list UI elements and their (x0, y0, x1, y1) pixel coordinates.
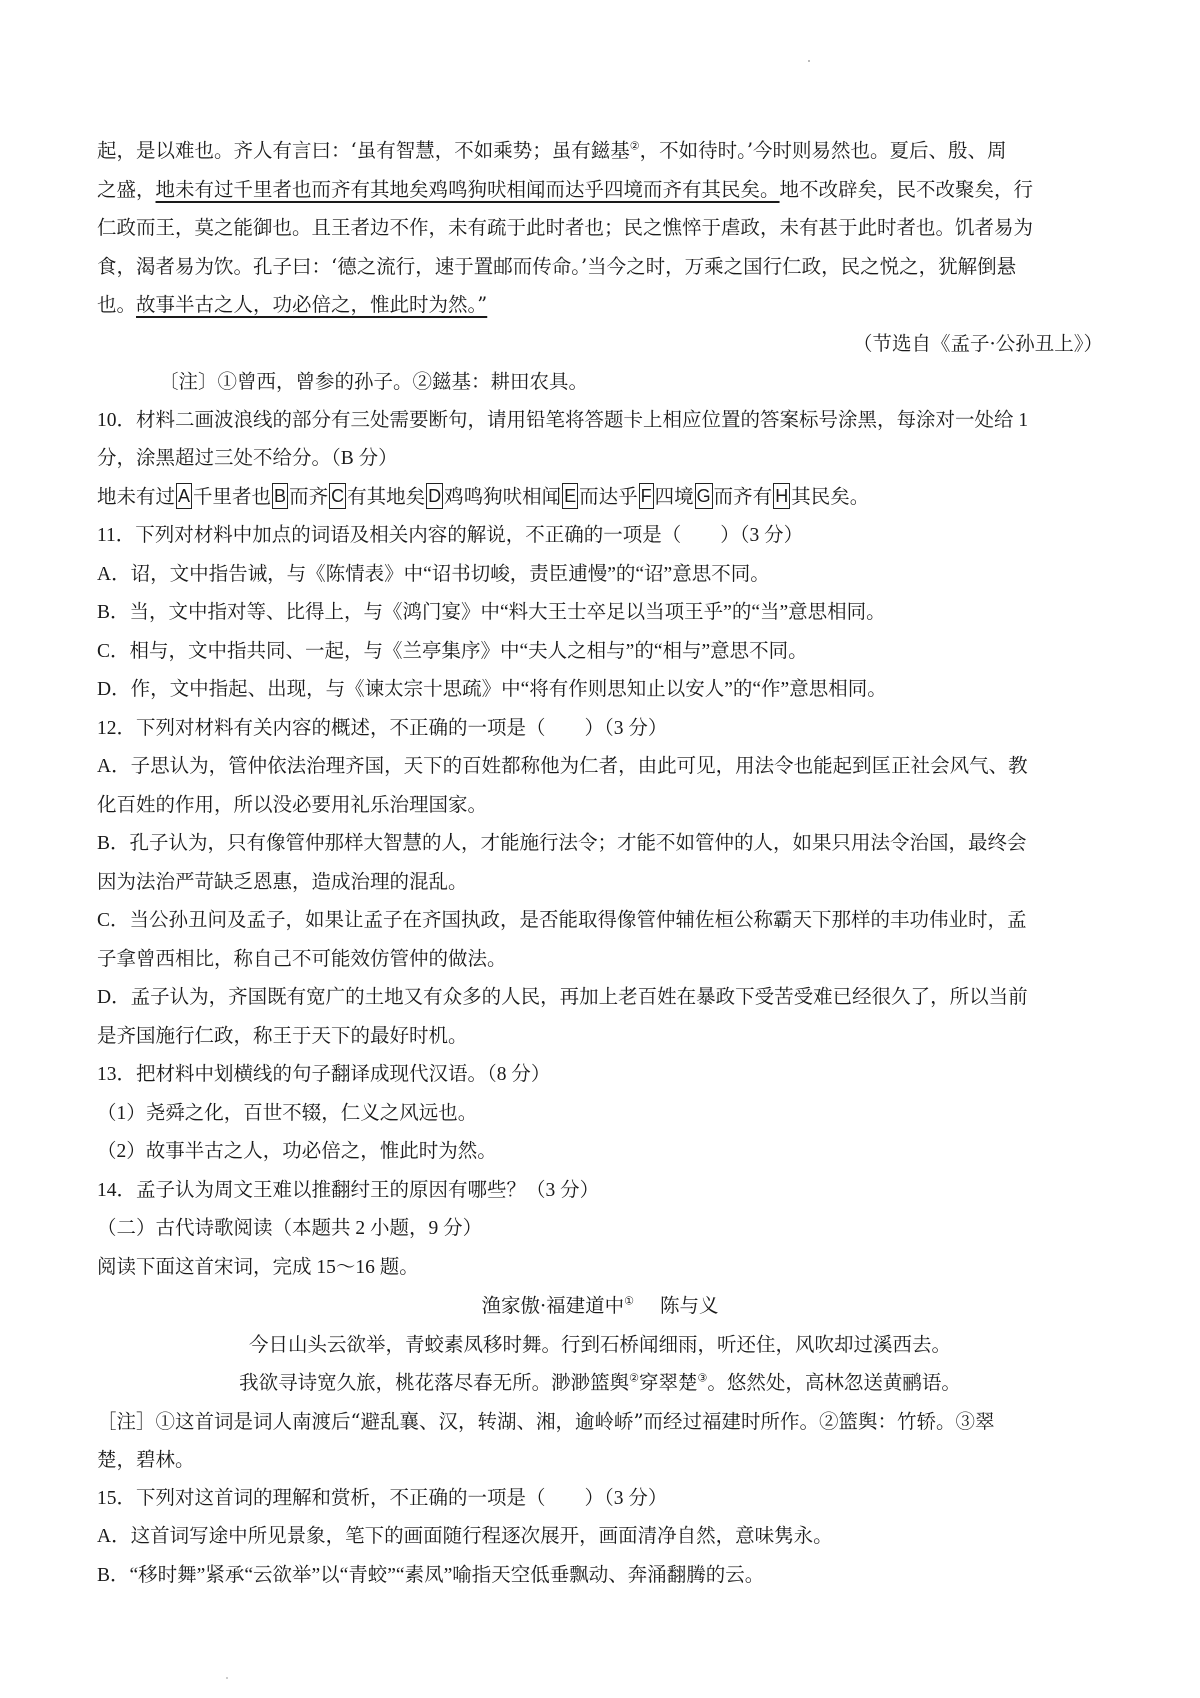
footnote-marker: ② (629, 139, 640, 153)
break-option-a[interactable]: A (176, 483, 192, 509)
passage-line-5 (97, 286, 1103, 325)
section-intro: 阅读下面这首宋词，完成 15～16 题。 (97, 1256, 419, 1278)
q12-option-d: D．孟子认为，齐国既有宽广的土地又有众多的人民，再加上老百姓在暴政下受苦受难已经很久了，所以当前 (97, 987, 1028, 1008)
passage-source: （节选自《孟子·公孙丑上》） (853, 331, 1103, 355)
poem-title (97, 1287, 1103, 1326)
q12-option-a-cont: 化百姓的作用，所以没必要用礼乐治理国家。 (97, 794, 488, 816)
q14-stem: 14．孟子认为周文王难以推翻纣王的原因有哪些？（3 分） (97, 1179, 600, 1201)
break-option-b[interactable]: B (272, 483, 288, 509)
passage-line-4: 食，渴者易为饮。孔子曰：‘德之流行，速于置邮而传命。’当今之时，万乘之国行仁政，民之悦之，犹解倒悬 (97, 254, 1017, 278)
poem-line-2 (97, 1364, 1103, 1403)
passage-text: ，不如待时。’今时则易然也。夏后、殷、周 (639, 139, 1007, 162)
q12-option-b: B．孔子认为，只有像管仲那样大智慧的人，才能施行法令；才能不如管仲的人，如果只用法令治国，最终会 (97, 833, 1027, 854)
passage-text: 地不改辟矣，民不改聚矣，行 (779, 177, 1034, 201)
q11-option-d: D．作，文中指起、出现，与《谏太宗十思疏》中“将有作则思知止以安人”的“作”意思相同。 (97, 679, 887, 700)
poem-text: 我欲寻诗宽久旅，桃花落尽春无所。渺渺篮舆 (239, 1371, 630, 1394)
q12-option-a: A．子思认为，管仲依法治理齐国，天下的百姓都称他为仁者，由此可见，用法令也能起到匡正社会风气、教 (97, 756, 1028, 777)
poem-line-1: 今日山头云欲举，青蛟素凤移时舞。行到石桥闻细雨，听还住，风吹却过溪西去。 (248, 1332, 951, 1356)
segment-text: 而达乎 (579, 486, 638, 508)
poem-text: 穿翠楚 (638, 1371, 698, 1394)
poem-note-1: ［注］①这首词是词人南渡后“避乱襄、汉，转湖、湘，逾岭峤”而经过福建时所作。②篮舆：竹轿。③翠 (97, 1409, 995, 1433)
q10-stem-2: 分，涂黑超过三处不给分。（B 分） (97, 448, 398, 469)
q12-option-c: C．当公孙丑问及孟子，如果让孟子在齐国执政，是否能取得像管仲辅佐桓公称霸天下那样的丰功伟业时，孟 (97, 910, 1027, 931)
passage-line-3: 仁政而王，莫之能御也。且王者边不作，未有疏于此时者也；民之憔悴于虐政，未有甚于此时者也。饥者易为 (97, 216, 1034, 239)
q11-stem: 11．下列对材料中加点的词语及相关内容的解说，不正确的一项是（ ）（3 分） (97, 525, 804, 546)
footnote-marker: ③ (697, 1371, 708, 1385)
q13-sentence-2: （2）故事半古之人，功必倍之，惟此时为然。 (97, 1141, 497, 1162)
segment-text: 其民矣。 (791, 486, 870, 508)
page-content (97, 132, 1103, 1595)
break-option-f[interactable]: F (639, 483, 654, 509)
segment-text: 鸡鸣狗吠相闻 (444, 486, 562, 508)
q12-option-c-cont: 子拿曾西相比，称自己不可能效仿管仲的做法。 (97, 948, 507, 970)
segment-text: 千里者也 (193, 486, 272, 508)
q10-stem-1: 10．材料二画波浪线的部分有三处需要断句，请用铅笔将答题卡上相应位置的答案标号涂黑，每涂对一处给 1 (97, 409, 1029, 431)
scan-speck (226, 1677, 228, 1679)
q12-option-b-cont: 因为法治严苛缺乏恩惠，造成治理的混乱。 (97, 871, 468, 893)
break-option-d[interactable]: D (426, 483, 443, 509)
q15-option-b: B．“移时舞”紧承“云欲举”以“青蛟”“素凤”喻指天空低垂飘动、奔涌翻腾的云。 (97, 1564, 765, 1586)
wavy-line-sentence: 地未有过千里者也而齐有其地矣鸡鸣狗吠相闻而达乎四境而齐有其民矣。 (155, 177, 780, 201)
q11-option-b: B．当，文中指对等、比得上，与《鸿门宴》中“料大王士卒足以当项王乎”的“当”意思相同。 (97, 602, 886, 623)
poem-title-text: 渔家傲·福建道中 (481, 1294, 625, 1317)
segment-text: 四境 (654, 486, 694, 508)
passage-line-2 (97, 171, 1103, 210)
q11-option-c: C．相与，文中指共同、一起，与《兰亭集序》中“夫人之相与”的“相与”意思不同。 (97, 640, 808, 662)
q15-stem: 15．下列对这首词的理解和赏析，不正确的一项是（ ）（3 分） (97, 1487, 668, 1509)
poem-note-2: 楚，碧林。 (97, 1448, 195, 1471)
poem-author: 陈与义 (660, 1294, 719, 1317)
segment-text: 而齐有 (713, 486, 773, 508)
q11-option-a: A．诏，文中指告诫，与《陈情表》中“诏书切峻，责臣逋慢”的“诏”意思不同。 (97, 563, 770, 585)
q13-sentence-1: （1）尧舜之化，百世不辍，仁义之风远也。 (97, 1102, 478, 1124)
break-option-c[interactable]: C (329, 483, 346, 509)
q15-option-a: A．这首词写途中所见景象，笔下的画面随行程逐次展开，画面清净自然，意味隽永。 (97, 1526, 833, 1547)
section-heading: （二）古代诗歌阅读（本题共 2 小题，9 分） (97, 1218, 483, 1239)
passage-text: 起，是以难也。齐人有言曰：‘虽有智慧，不如乘势；虽有鎡基 (97, 139, 630, 162)
q12-option-d-cont: 是齐国施行仁政，称王于天下的最好时机。 (97, 1025, 468, 1047)
break-option-h[interactable]: H (773, 483, 790, 509)
segment-text: 有其地矣 (347, 486, 426, 508)
footnote-marker: ① (624, 1294, 635, 1308)
segment-text: 而齐 (289, 486, 329, 508)
q10-segmented-sentence (97, 479, 1103, 518)
passage-text: 也。 (97, 293, 137, 316)
passage-note: 〔注〕①曾西，曾参的孙子。②鎡基：耕田农具。 (159, 370, 589, 393)
break-option-e[interactable]: E (562, 483, 578, 509)
passage-text: 之盛， (97, 177, 156, 201)
q12-stem: 12．下列对材料有关内容的概述，不正确的一项是（ ）（3 分） (97, 717, 668, 739)
q13-stem: 13．把材料中划横线的句子翻译成现代汉语。（8 分） (97, 1064, 551, 1085)
break-option-g[interactable]: G (695, 483, 713, 509)
passage-line-1 (97, 132, 1103, 171)
underlined-sentence: 故事半古之人，功必倍之，惟此时为然。” (136, 293, 488, 316)
poem-text: 。悠然处，高林忽送黄鹂语。 (707, 1371, 961, 1394)
segment-text: 地未有过 (97, 486, 176, 508)
scan-speck (808, 60, 810, 62)
footnote-marker: ② (629, 1371, 639, 1385)
